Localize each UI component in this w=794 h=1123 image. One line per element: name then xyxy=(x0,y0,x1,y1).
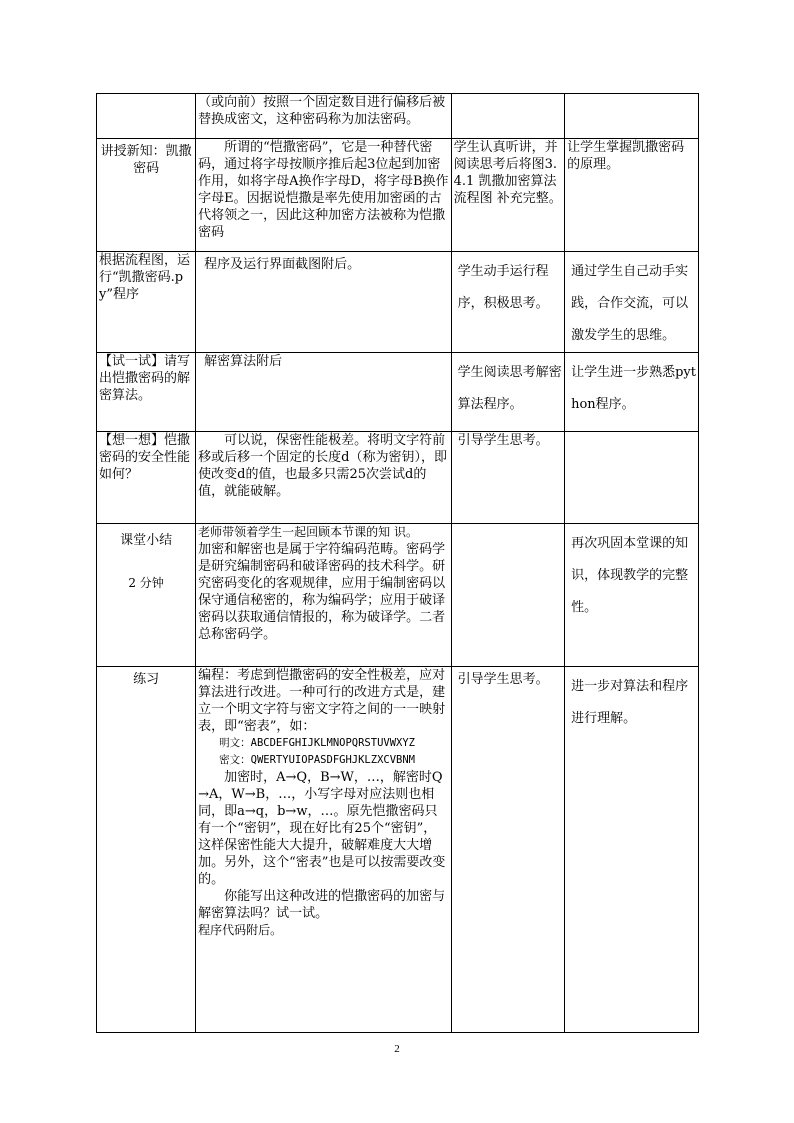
content-intro: 老师带领着学生一起回顾本节课的知 识。 xyxy=(198,525,418,539)
section-duration: 2 分钟 xyxy=(128,576,164,590)
exercise-note: 程序代码附后。 xyxy=(198,923,283,937)
section-title: 课堂小结 xyxy=(120,533,173,548)
cell-student-activity: 引导学生思考。 xyxy=(451,667,564,1033)
cell-purpose: 让学生进一步熟悉python程序。 xyxy=(565,353,699,432)
cell-student-activity: 学生动手运行程序，积极思考。 xyxy=(451,252,564,353)
cell-purpose: 让学生掌握凯撒密码的原理。 xyxy=(565,139,699,252)
cell-section: 练习 xyxy=(97,667,196,1033)
cell-content: 所谓的“恺撒密码”，它是一种替代密码，通过将字母按顺序推后起3位起到加密作用，如将字母A换作字母D，将字母B换作字母E。因据说恺撒是率先使用加密函的古代将领之一，因此这种加密方法被称为恺撒密码 xyxy=(196,139,452,252)
cell-student-activity xyxy=(451,524,564,667)
cell-student-activity: 引导学生思考。 xyxy=(451,432,564,524)
cell-purpose: 再次巩固本堂课的知识，体现教学的完整性。 xyxy=(565,524,699,667)
cell-section: 【想一想】恺撒密码的安全性能如何？ xyxy=(97,432,196,524)
cell-student-activity: 学生认真听讲，并阅读思考后将图3.4.1 凯撒加密算法流程图 补充完整。 xyxy=(451,139,564,252)
cell-content xyxy=(196,524,452,667)
cell-purpose: 进一步对算法和程序进行理解。 xyxy=(565,667,699,1033)
ciphertext-row: 密文：QWERTYUIOPASDFGHJKLZXCVBNM xyxy=(219,754,416,766)
table-row xyxy=(97,252,699,353)
content-body: 加密和解密也是属于字符编码范畴。密码学是研究编制密码和破译密码的技术科学。研究密码变化的客观规律，应用于编制密码以保守通信秘密的，称为编码学；应用于破译密码以获取通信情报的，称为破译学。二者总称密码学。 xyxy=(198,542,446,642)
cell-section xyxy=(97,524,196,667)
cell-purpose: 通过学生自己动手实践，合作交流，可以激发学生的思维。 xyxy=(565,252,699,353)
table-row xyxy=(97,432,699,524)
lesson-plan-table xyxy=(96,93,699,1033)
cell-content: （或向前）按照一个固定数目进行偏移后被替换成密文，这种密码称为加法密码。 xyxy=(196,94,452,139)
exercise-explanation: 加密时，A→Q，B→W，…，解密时Q→A，W→B，…，小写字母对应法则也相同，即a→q，b→w，…。原先恺撒密码只有一个“密钥”，现在好比有25个“密钥”，这样保密性能大大提升，破解难度大大增加。另外，这个“密表”也是可以按需要改变的。 xyxy=(198,770,446,887)
exercise-question: 你能写出这种改进的恺撒密码的加密与解密算法吗？试一试。 xyxy=(198,889,446,921)
cell-section: 【试一试】请写出恺撒密码的解密算法。 xyxy=(97,353,196,432)
cell-purpose xyxy=(565,432,699,524)
cell-section: 根据流程图，运行“凯撒密码.py”程序 xyxy=(97,252,196,353)
plaintext-row: 明文：ABCDEFGHIJKLMNOPQRSTUVWXYZ xyxy=(219,737,416,749)
cell-content xyxy=(196,667,452,1033)
table-row xyxy=(97,667,699,1033)
table-row xyxy=(97,94,699,139)
table-row xyxy=(97,524,699,667)
cell-student-activity: 学生阅读思考解密算法程序。 xyxy=(451,353,564,432)
table-row xyxy=(97,139,699,252)
exercise-intro: 编程：考虑到恺撒密码的安全性极差，应对算法进行改进。一种可行的改进方式是，建立一个明文字符与密文字符之间的一一映射表，即“密表”，如： xyxy=(198,668,446,734)
cell-section: 讲授新知：凯撒密码 xyxy=(97,139,196,252)
cell-content: 解密算法附后 xyxy=(196,353,452,432)
cell-content: 程序及运行界面截图附后。 xyxy=(196,252,452,353)
table-row xyxy=(97,353,699,432)
cell-content: 可以说，保密性能极差。将明文字符前移或后移一个固定的长度d（称为密钥），即使改变d的值，也最多只需25次尝试d的值，就能破解。 xyxy=(196,432,452,524)
page-number: 2 xyxy=(394,1043,400,1055)
cell-section xyxy=(97,94,196,139)
cell-student-activity xyxy=(451,94,564,139)
cell-purpose xyxy=(565,94,699,139)
